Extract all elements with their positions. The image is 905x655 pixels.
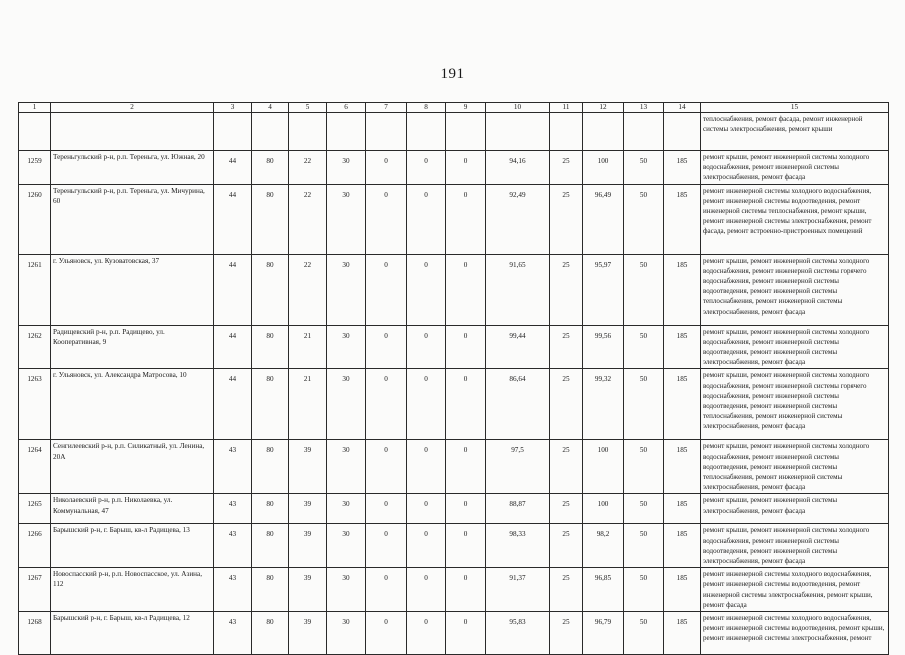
value-cell: 98,33 bbox=[486, 524, 550, 568]
repair-works-cell: ремонт крыши, ремонт инженерной системы холодного водоснабжения, ремонт инженерной системы горячего водоснабжения, ремонт инженерной системы водоотведения, ремонт инженерной системы теплоснабжения, ремонт инженерной системы электроснабжения, ремонт фасада bbox=[701, 254, 889, 325]
value-cell: 50 bbox=[624, 184, 664, 254]
value-cell: 80 bbox=[252, 254, 289, 325]
row-number-cell: 1259 bbox=[19, 151, 51, 185]
value-cell: 39 bbox=[289, 440, 327, 494]
repair-works-cell: ремонт крыши, ремонт инженерной системы холодного водоснабжения, ремонт инженерной системы водоотведения, ремонт инженерной системы электроснабжения, ремонт фасада bbox=[701, 524, 889, 568]
value-cell: 80 bbox=[252, 325, 289, 369]
value-cell: 99,56 bbox=[583, 325, 624, 369]
value-cell: 185 bbox=[664, 184, 701, 254]
value-cell: 0 bbox=[407, 440, 446, 494]
empty-cell bbox=[366, 113, 407, 151]
empty-cell bbox=[486, 113, 550, 151]
value-cell: 50 bbox=[624, 254, 664, 325]
table-row bbox=[19, 568, 889, 612]
empty-cell bbox=[289, 113, 327, 151]
empty-cell bbox=[407, 113, 446, 151]
table-row bbox=[19, 440, 889, 494]
value-cell: 0 bbox=[366, 325, 407, 369]
value-cell: 86,64 bbox=[486, 369, 550, 440]
value-cell: 39 bbox=[289, 524, 327, 568]
address-cell: Тереньгульский р-н, р.п. Тереньга, ул. Мичурина, 60 bbox=[51, 184, 214, 254]
value-cell: 30 bbox=[327, 440, 366, 494]
page-number: 191 bbox=[440, 66, 465, 82]
row-number-cell: 1267 bbox=[19, 568, 51, 612]
value-cell: 22 bbox=[289, 184, 327, 254]
continuation-row bbox=[19, 113, 889, 151]
value-cell: 80 bbox=[252, 151, 289, 185]
value-cell: 92,49 bbox=[486, 184, 550, 254]
value-cell: 0 bbox=[446, 568, 486, 612]
value-cell: 185 bbox=[664, 568, 701, 612]
value-cell: 39 bbox=[289, 568, 327, 612]
value-cell: 50 bbox=[624, 440, 664, 494]
column-number: 7 bbox=[366, 103, 407, 113]
value-cell: 0 bbox=[446, 184, 486, 254]
empty-cell bbox=[664, 113, 701, 151]
row-number-cell: 1268 bbox=[19, 612, 51, 655]
row-number-cell: 1263 bbox=[19, 369, 51, 440]
value-cell: 0 bbox=[446, 524, 486, 568]
value-cell: 95,83 bbox=[486, 612, 550, 655]
value-cell: 80 bbox=[252, 568, 289, 612]
value-cell: 25 bbox=[550, 184, 583, 254]
value-cell: 100 bbox=[583, 494, 624, 524]
value-cell: 80 bbox=[252, 184, 289, 254]
value-cell: 0 bbox=[366, 184, 407, 254]
empty-cell bbox=[327, 113, 366, 151]
column-number: 1 bbox=[19, 103, 51, 113]
value-cell: 30 bbox=[327, 524, 366, 568]
repair-works-cell: ремонт инженерной системы холодного водоснабжения, ремонт инженерной системы водоотведения, ремонт крыши, ремонт инженерной системы электроснабжения, ремонт bbox=[701, 612, 889, 655]
value-cell: 0 bbox=[446, 369, 486, 440]
table-row bbox=[19, 494, 889, 524]
column-number: 13 bbox=[624, 103, 664, 113]
column-number: 2 bbox=[51, 103, 214, 113]
value-cell: 185 bbox=[664, 151, 701, 185]
value-cell: 21 bbox=[289, 325, 327, 369]
value-cell: 0 bbox=[366, 524, 407, 568]
table-row bbox=[19, 612, 889, 655]
value-cell: 30 bbox=[327, 151, 366, 185]
value-cell: 98,2 bbox=[583, 524, 624, 568]
value-cell: 44 bbox=[214, 325, 252, 369]
value-cell: 30 bbox=[327, 325, 366, 369]
value-cell: 43 bbox=[214, 524, 252, 568]
value-cell: 25 bbox=[550, 369, 583, 440]
value-cell: 94,16 bbox=[486, 151, 550, 185]
value-cell: 80 bbox=[252, 524, 289, 568]
value-cell: 96,79 bbox=[583, 612, 624, 655]
value-cell: 0 bbox=[407, 184, 446, 254]
value-cell: 96,85 bbox=[583, 568, 624, 612]
column-number: 9 bbox=[446, 103, 486, 113]
column-number: 8 bbox=[407, 103, 446, 113]
value-cell: 0 bbox=[446, 440, 486, 494]
value-cell: 25 bbox=[550, 151, 583, 185]
address-cell: Радищевский р-н, р.п. Радищево, ул. Кооперативная, 9 bbox=[51, 325, 214, 369]
repair-works-cell: ремонт крыши, ремонт инженерной системы электроснабжения, ремонт фасада bbox=[701, 494, 889, 524]
empty-cell bbox=[51, 113, 214, 151]
value-cell: 0 bbox=[407, 612, 446, 655]
value-cell: 25 bbox=[550, 568, 583, 612]
table-row bbox=[19, 151, 889, 185]
value-cell: 43 bbox=[214, 440, 252, 494]
value-cell: 39 bbox=[289, 612, 327, 655]
repair-works-cell: ремонт крыши, ремонт инженерной системы холодного водоснабжения, ремонт инженерной системы водоотведения, ремонт инженерной системы теплоснабжения, ремонт инженерной системы электроснабжения, ремонт фасада bbox=[701, 440, 889, 494]
value-cell: 50 bbox=[624, 494, 664, 524]
value-cell: 99,32 bbox=[583, 369, 624, 440]
column-number: 12 bbox=[583, 103, 624, 113]
address-cell: Тереньгульский р-н, р.п. Тереньга, ул. Южная, 20 bbox=[51, 151, 214, 185]
value-cell: 25 bbox=[550, 494, 583, 524]
column-number: 6 bbox=[327, 103, 366, 113]
value-cell: 0 bbox=[366, 254, 407, 325]
address-cell: г. Ульяновск, ул. Александра Матросова, 10 bbox=[51, 369, 214, 440]
value-cell: 30 bbox=[327, 254, 366, 325]
value-cell: 0 bbox=[366, 369, 407, 440]
value-cell: 185 bbox=[664, 494, 701, 524]
value-cell: 80 bbox=[252, 440, 289, 494]
value-cell: 0 bbox=[366, 494, 407, 524]
value-cell: 44 bbox=[214, 184, 252, 254]
value-cell: 30 bbox=[327, 568, 366, 612]
value-cell: 96,49 bbox=[583, 184, 624, 254]
value-cell: 0 bbox=[407, 524, 446, 568]
value-cell: 0 bbox=[446, 151, 486, 185]
value-cell: 25 bbox=[550, 524, 583, 568]
header-row bbox=[19, 103, 889, 113]
repair-works-cell: ремонт крыши, ремонт инженерной системы холодного водоснабжения, ремонт инженерной системы горячего водоснабжения, ремонт инженерной системы водоотведения, ремонт инженерной системы теплоснабжения, ремонт инженерной системы электроснабжения, ремонт фасада bbox=[701, 369, 889, 440]
value-cell: 100 bbox=[583, 151, 624, 185]
table-body bbox=[19, 103, 889, 655]
value-cell: 88,87 bbox=[486, 494, 550, 524]
empty-cell bbox=[214, 113, 252, 151]
value-cell: 0 bbox=[366, 568, 407, 612]
column-number: 3 bbox=[214, 103, 252, 113]
value-cell: 30 bbox=[327, 494, 366, 524]
value-cell: 0 bbox=[407, 369, 446, 440]
value-cell: 25 bbox=[550, 440, 583, 494]
repair-works-cell: теплоснабжения, ремонт фасада, ремонт инженерной системы электроснабжения, ремонт крыши bbox=[701, 113, 889, 151]
empty-cell bbox=[583, 113, 624, 151]
address-cell: г. Ульяновск, ул. Кузоватовская, 37 bbox=[51, 254, 214, 325]
value-cell: 25 bbox=[550, 612, 583, 655]
value-cell: 0 bbox=[446, 325, 486, 369]
column-number: 10 bbox=[486, 103, 550, 113]
value-cell: 0 bbox=[407, 151, 446, 185]
value-cell: 185 bbox=[664, 440, 701, 494]
row-number-cell: 1266 bbox=[19, 524, 51, 568]
table-row bbox=[19, 325, 889, 369]
value-cell: 185 bbox=[664, 369, 701, 440]
value-cell: 0 bbox=[407, 494, 446, 524]
value-cell: 21 bbox=[289, 369, 327, 440]
address-cell: Новоспасский р-н, р.п. Новоспасское, ул. Азина, 112 bbox=[51, 568, 214, 612]
value-cell: 0 bbox=[366, 440, 407, 494]
table-row bbox=[19, 369, 889, 440]
address-cell: Барышский р-н, г. Барыш, кв-л Радищева, 12 bbox=[51, 612, 214, 655]
value-cell: 43 bbox=[214, 612, 252, 655]
value-cell: 0 bbox=[446, 494, 486, 524]
repair-works-cell: ремонт крыши, ремонт инженерной системы холодного водоснабжения, ремонт инженерной системы электроснабжения, ремонт фасада bbox=[701, 151, 889, 185]
value-cell: 22 bbox=[289, 151, 327, 185]
row-number-cell: 1261 bbox=[19, 254, 51, 325]
column-number: 11 bbox=[550, 103, 583, 113]
value-cell: 91,37 bbox=[486, 568, 550, 612]
value-cell: 50 bbox=[624, 568, 664, 612]
value-cell: 50 bbox=[624, 369, 664, 440]
empty-cell bbox=[550, 113, 583, 151]
value-cell: 39 bbox=[289, 494, 327, 524]
value-cell: 185 bbox=[664, 612, 701, 655]
value-cell: 50 bbox=[624, 325, 664, 369]
column-number: 5 bbox=[289, 103, 327, 113]
repair-works-cell: ремонт крыши, ремонт инженерной системы холодного водоснабжения, ремонт инженерной системы водоотведения, ремонт инженерной системы электроснабжения, ремонт фасада bbox=[701, 325, 889, 369]
value-cell: 50 bbox=[624, 151, 664, 185]
column-number: 4 bbox=[252, 103, 289, 113]
value-cell: 185 bbox=[664, 524, 701, 568]
value-cell: 80 bbox=[252, 612, 289, 655]
value-cell: 0 bbox=[407, 254, 446, 325]
row-number-cell: 1260 bbox=[19, 184, 51, 254]
value-cell: 97,5 bbox=[486, 440, 550, 494]
value-cell: 0 bbox=[407, 325, 446, 369]
value-cell: 25 bbox=[550, 325, 583, 369]
value-cell: 0 bbox=[407, 568, 446, 612]
value-cell: 22 bbox=[289, 254, 327, 325]
column-number: 14 bbox=[664, 103, 701, 113]
value-cell: 80 bbox=[252, 369, 289, 440]
value-cell: 44 bbox=[214, 254, 252, 325]
value-cell: 43 bbox=[214, 494, 252, 524]
value-cell: 100 bbox=[583, 440, 624, 494]
table-row bbox=[19, 524, 889, 568]
value-cell: 91,65 bbox=[486, 254, 550, 325]
value-cell: 44 bbox=[214, 151, 252, 185]
value-cell: 43 bbox=[214, 568, 252, 612]
repair-register-table bbox=[18, 102, 889, 655]
empty-cell bbox=[446, 113, 486, 151]
row-number-cell: 1262 bbox=[19, 325, 51, 369]
repair-works-cell: ремонт инженерной системы холодного водоснабжения, ремонт инженерной системы водоотведения, ремонт инженерной системы электроснабжения, ремонт крыши, ремонт фасада bbox=[701, 568, 889, 612]
value-cell: 50 bbox=[624, 612, 664, 655]
value-cell: 0 bbox=[366, 151, 407, 185]
repair-works-cell: ремонт инженерной системы холодного водоснабжения, ремонт инженерной системы водоотведения, ремонт инженерной системы теплоснабжения, ремонт крыши, ремонт инженерной системы электроснабжения, ремонт фасада, ремонт встроенно-пристроенных помещений bbox=[701, 184, 889, 254]
value-cell: 44 bbox=[214, 369, 252, 440]
address-cell: Николаевский р-н, р.п. Николаевка, ул. Коммунальная, 47 bbox=[51, 494, 214, 524]
value-cell: 0 bbox=[446, 612, 486, 655]
value-cell: 30 bbox=[327, 184, 366, 254]
value-cell: 80 bbox=[252, 494, 289, 524]
value-cell: 30 bbox=[327, 612, 366, 655]
value-cell: 25 bbox=[550, 254, 583, 325]
address-cell: Сенгилеевский р-н, р.п. Силикатный, ул. Ленина, 20А bbox=[51, 440, 214, 494]
empty-cell bbox=[252, 113, 289, 151]
value-cell: 95,97 bbox=[583, 254, 624, 325]
empty-cell bbox=[19, 113, 51, 151]
table-row bbox=[19, 254, 889, 325]
value-cell: 0 bbox=[446, 254, 486, 325]
value-cell: 30 bbox=[327, 369, 366, 440]
value-cell: 185 bbox=[664, 325, 701, 369]
empty-cell bbox=[624, 113, 664, 151]
row-number-cell: 1264 bbox=[19, 440, 51, 494]
value-cell: 99,44 bbox=[486, 325, 550, 369]
value-cell: 185 bbox=[664, 254, 701, 325]
value-cell: 50 bbox=[624, 524, 664, 568]
value-cell: 0 bbox=[366, 612, 407, 655]
address-cell: Барышский р-н, г. Барыш, кв-л Радищева, 13 bbox=[51, 524, 214, 568]
column-number: 15 bbox=[701, 103, 889, 113]
row-number-cell: 1265 bbox=[19, 494, 51, 524]
table-row bbox=[19, 184, 889, 254]
